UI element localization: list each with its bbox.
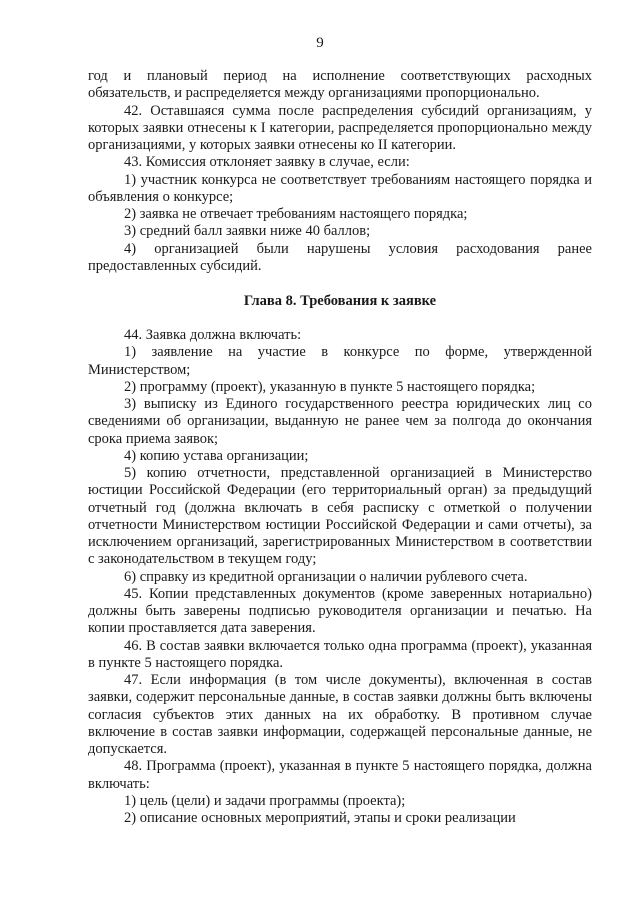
paragraph-subitem-44-1: 1) заявление на участие в конкурсе по форме, утвержденной Министерством; (88, 344, 592, 378)
paragraph-item-48: 48. Программа (проект), указанная в пункте 5 настоящего порядка, должна включать: (88, 758, 592, 792)
paragraph-item-44: 44. Заявка должна включать: (124, 327, 302, 343)
paragraph-subitem-48-1: 1) цель (цели) и задачи программы (проекта); (124, 792, 406, 809)
paragraph-item-43: 43. Комиссия отклоняет заявку в случае, если: (124, 154, 410, 171)
chapter-heading: Глава 8. Требования к заявке (243, 293, 437, 309)
paragraph-subitem-43-2: 2) заявка не отвечает требованиям настоящего порядка; (124, 206, 468, 222)
paragraph-subitem-44-3: 3) выписку из Единого государственного реестра юридических лиц со сведениями об организации, выданную не ранее чем за полгода до окончания срока приема заявок; (88, 396, 592, 447)
paragraph-item-45: 45. Копии представленных документов (кроме заверенных нотариально) должны быть заверены подписью руководителя организации и печатью. На копии проставляется дата заверения. (88, 585, 592, 637)
paragraph-subitem-48-2: 2) описание основных мероприятий, этапы и сроки реализации (124, 810, 516, 826)
page-number: 9 (316, 35, 324, 51)
paragraph-subitem-44-4: 4) копию устава организации; (124, 447, 309, 464)
paragraph-item-46: 46. В состав заявки включается только одна программа (проект), указанная в пункте 5 настоящего порядка. (88, 637, 592, 671)
paragraph-continuation: год и плановый период на исполнение соответствующих расходных обязательств, и распределяется между организациями пропорционально. (88, 68, 592, 102)
paragraph-subitem-44-5: 5) копию отчетности, представленной организацией в Министерство юстиции Российской Федерации (его территориальный орган) за предыдущий отчетный год (должна включать в себя расписку с отметкой о получении отчетности Министерством юстиции Российской Федерации и сами отчеты), за исключением организаций, зарегистрированных Министерством в соответствии с законодательством в текущем году; (88, 465, 592, 568)
paragraph-subitem-44-6: 6) справку из кредитной организации о наличии рублевого счета. (124, 568, 528, 585)
paragraph-subitem-43-4: 4) организацией были нарушены условия расходования ранее предоставленных субсидий. (88, 240, 592, 274)
paragraph-subitem-44-2: 2) программу (проект), указанную в пункте 5 настоящего порядка; (124, 378, 536, 395)
document-body (88, 68, 592, 827)
paragraph-subitem-43-3: 3) средний балл заявки ниже 40 баллов; (124, 223, 371, 240)
paragraph-item-47: 47. Если информация (в том числе документы), включенная в состав заявки, содержит персональные данные, в состав заявки должны быть включены согласия субъектов этих данных на их обработку. В противном случае включение в состав заявки информации, содержащей персональные данные, не допускается. (88, 672, 592, 757)
paragraph-subitem-43-1: 1) участник конкурса не соответствует требованиям настоящего порядка и объявления о конкурсе; (88, 171, 592, 205)
paragraph-item-42: 42. Оставшаяся сумма после распределения субсидий организациям, у которых заявки отнесены к I категории, распределяется пропорционально между организациями, у которых заявки отнесены ко II категории. (88, 102, 592, 153)
